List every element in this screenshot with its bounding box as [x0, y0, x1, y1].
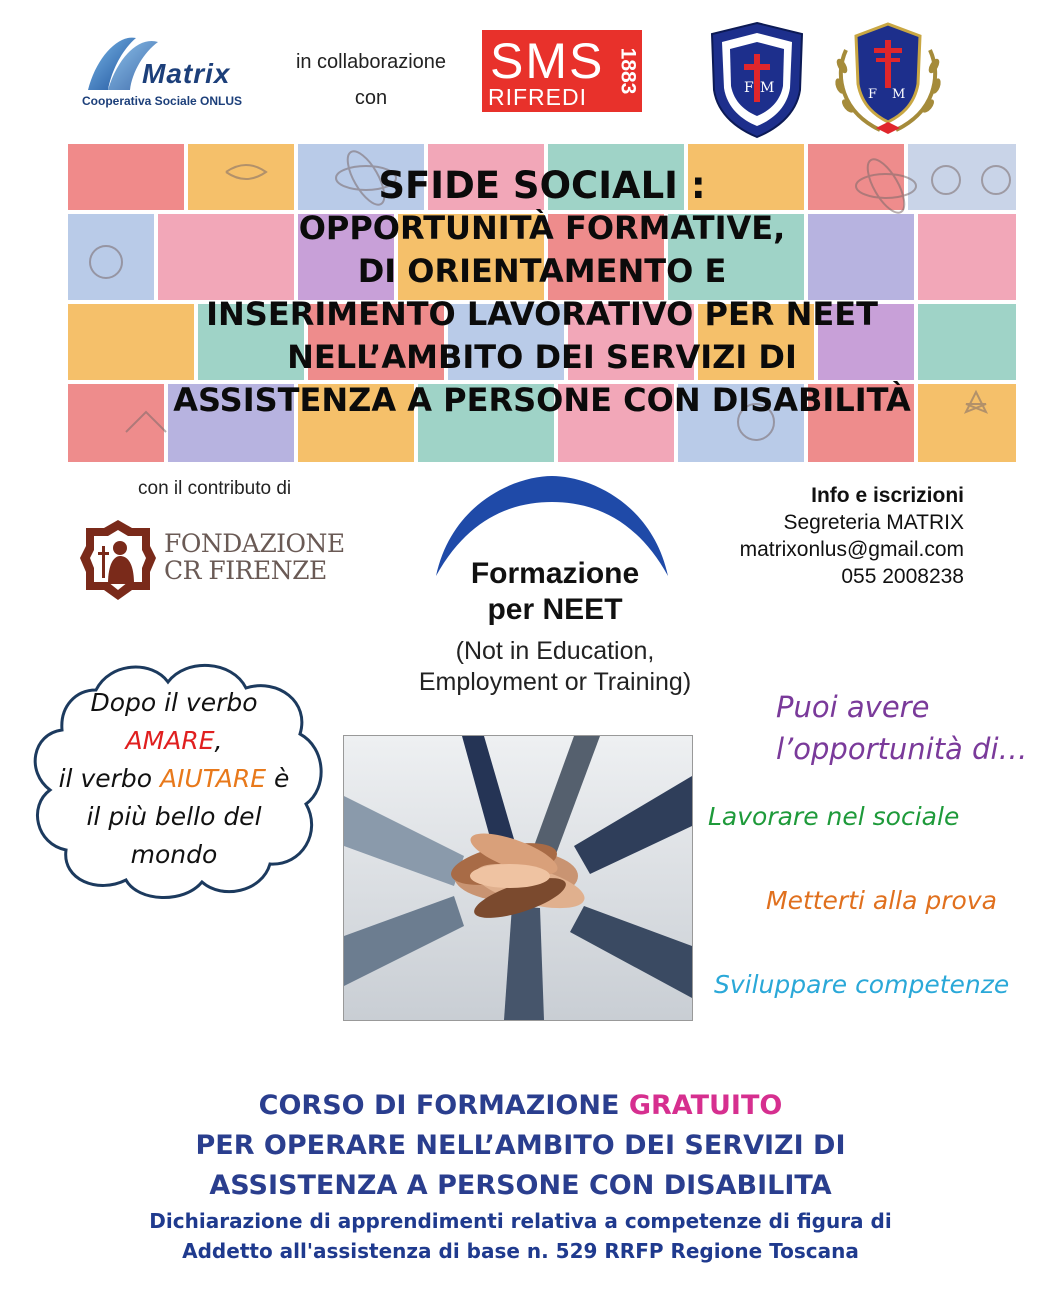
sms-logo-big: SMS	[490, 33, 605, 89]
quote-line-3	[50, 760, 298, 798]
sms-logo-small: RIFREDI	[488, 84, 587, 110]
quote-line-1: Dopo il verbo	[90, 688, 258, 717]
svg-text:M: M	[760, 80, 775, 96]
quote-line-4: il più bello del	[86, 802, 262, 831]
course-line-1a: CORSO DI FORMAZIONE	[258, 1090, 629, 1121]
course-line-3: ASSISTENZA A PERSONE CON DISABILITA	[209, 1170, 832, 1201]
fondazione-emblem-icon	[80, 518, 156, 602]
matrix-logo-subtitle: Cooperativa Sociale ONLUS	[82, 94, 243, 108]
svg-text:F: F	[744, 80, 754, 96]
confraternity-crest-logo	[828, 20, 948, 140]
info-email[interactable]: matrixonlus@gmail.com	[739, 538, 964, 561]
svg-text:F: F	[868, 87, 878, 102]
course-line-4: Dichiarazione di apprendimenti relativa a competenze di figura di	[149, 1209, 892, 1233]
collab-line-2: con	[354, 87, 388, 109]
contribution-label: con il contributo di	[138, 478, 292, 499]
course-line-2: PER OPERARE NELL’AMBITO DEI SERVIZI DI	[195, 1130, 846, 1161]
collab-line-1: in collaborazione	[295, 51, 447, 73]
quote-text	[50, 684, 298, 874]
banner-title	[66, 164, 1018, 422]
info-phone[interactable]: 055 2008238	[841, 565, 964, 588]
fondazione-cr-firenze-logo	[80, 518, 350, 602]
course-free-label: GRATUITO	[628, 1090, 783, 1121]
collaboration-text	[282, 44, 460, 116]
neet-title	[420, 556, 690, 628]
fondazione-text-line-2: CR FIRENZE	[164, 556, 327, 585]
misericordia-shield-logo	[708, 20, 806, 140]
matrix-logo-word: Matrix	[142, 58, 231, 89]
neet-subtitle	[380, 636, 730, 698]
opportunity-item-3: Sviluppare competenze	[714, 970, 1010, 999]
matrix-logo	[78, 28, 258, 114]
banner-title-line-3: DI ORIENTAMENTO E	[357, 252, 727, 290]
course-description	[0, 1086, 1041, 1266]
fondazione-text-line-1: FONDAZIONE	[164, 529, 345, 558]
quote-word-amare: AMARE	[125, 726, 215, 755]
info-secretary: Segreteria MATRIX	[783, 511, 964, 534]
svg-text:M: M	[892, 87, 906, 102]
opportunity-intro-line-1: Puoi avere	[776, 690, 930, 724]
course-line-1	[0, 1086, 1041, 1126]
quote-line-2	[50, 722, 298, 760]
title-banner	[66, 142, 1018, 464]
opportunity-item-2: Metterti alla prova	[766, 886, 997, 915]
banner-title-line-1: SFIDE SOCIALI :	[378, 164, 706, 207]
info-title: Info e iscrizioni	[811, 484, 964, 507]
hands-together-photo	[343, 735, 693, 1021]
quote-word-aiutare: AIUTARE	[160, 764, 267, 793]
quote-line-5: mondo	[130, 840, 218, 869]
banner-title-line-4: INSERIMENTO LAVORATIVO PER NEET	[206, 295, 878, 333]
sms-rifredi-logo	[482, 30, 642, 112]
banner-title-line-2: OPPORTUNITÀ FORMATIVE,	[298, 209, 786, 247]
neet-subtitle-line-1: (Not in Education,	[455, 637, 655, 665]
course-line-5: Addetto all'assistenza di base n. 529 RRFP Regione Toscana	[182, 1239, 859, 1263]
quote-line-3a: il verbo	[58, 764, 161, 793]
neet-title-line-1: Formazione	[470, 557, 640, 590]
sms-logo-year: 1883	[616, 47, 639, 95]
banner-title-line-5: NELL’AMBITO DEI SERVIZI DI	[287, 338, 797, 376]
opportunity-intro	[776, 686, 1028, 770]
neet-subtitle-line-2: Employment or Training)	[418, 668, 692, 696]
opportunity-intro-line-2: l’opportunità di…	[776, 732, 1028, 766]
quote-line-3b: è	[266, 764, 290, 793]
neet-title-line-2: per NEET	[487, 593, 623, 626]
banner-title-line-6: ASSISTENZA A PERSONE CON DISABILITÀ	[173, 381, 911, 419]
info-block	[660, 482, 964, 590]
opportunity-item-1: Lavorare nel sociale	[708, 802, 960, 831]
quote-comma: ,	[214, 726, 223, 755]
